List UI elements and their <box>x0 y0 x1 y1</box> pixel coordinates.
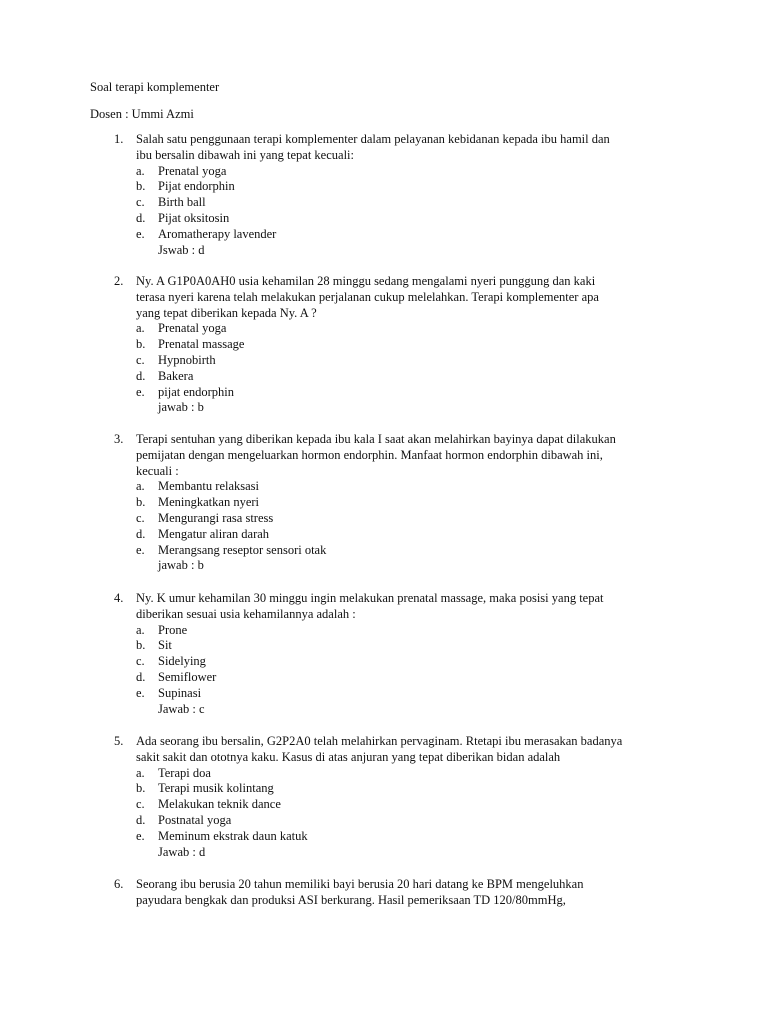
option-e <box>136 385 696 401</box>
option-letter: a. <box>136 622 145 637</box>
option-text: Merangsang reseptor sensori otak <box>158 542 327 557</box>
question-body <box>136 877 696 909</box>
question-body <box>136 432 696 574</box>
question-body <box>136 591 696 717</box>
option-b <box>136 337 696 353</box>
question-text-line: Terapi sentuhan yang diberikan kepada ibu kala I saat akan melahirkan bayinya dapat dilakukan <box>136 432 616 446</box>
question-text-line: Ny. A G1P0A0AH0 usia kehamilan 28 minggu sedang mengalami nyeri punggung dan kaki <box>136 274 596 288</box>
option-text: Mengatur aliran darah <box>158 526 270 541</box>
option-letter: d. <box>136 669 146 684</box>
question-text-line: terasa nyeri karena telah melakukan perjalanan cukup melelahkan. Terapi komplementer apa <box>136 289 599 304</box>
option-text: Mengurangi rasa stress <box>158 510 274 525</box>
option-b <box>136 179 696 195</box>
option-a <box>136 623 696 639</box>
option-a <box>136 321 696 337</box>
option-letter: c. <box>136 654 145 669</box>
option-text: Postnatal yoga <box>158 812 232 827</box>
option-d <box>136 211 696 227</box>
question-text-line: Seorang ibu berusia 20 tahun memiliki bayi berusia 20 hari datang ke BPM mengeluhkan <box>136 877 584 891</box>
option-text: Prenatal yoga <box>158 321 227 336</box>
option-e <box>136 227 696 243</box>
lecturer-line: Dosen : Ummi Azmi <box>90 107 194 121</box>
option-letter: a. <box>136 765 145 780</box>
option-text: Prone <box>158 622 188 637</box>
question-body <box>136 274 696 416</box>
option-c <box>136 797 696 813</box>
option-letter: d. <box>136 812 146 827</box>
option-text: Melakukan teknik dance <box>158 797 281 812</box>
question-text-line: ibu bersalin dibawah ini yang tepat kecuali: <box>136 147 354 162</box>
option-c <box>136 511 696 527</box>
question-text-line: kecuali : <box>136 463 179 478</box>
question-text-line: sakit sakit dan ototnya kaku. Kasus di atas anjuran yang tepat diberikan bidan adalah <box>136 749 561 764</box>
option-letter: b. <box>136 337 146 352</box>
option-letter: e. <box>136 685 145 700</box>
option-text: Sidelying <box>158 654 206 669</box>
option-d <box>136 670 696 686</box>
option-text: Birth ball <box>158 195 206 210</box>
option-text: Semiflower <box>158 669 217 684</box>
option-letter: b. <box>136 179 146 194</box>
question-number: 3. <box>114 432 124 446</box>
option-letter: a. <box>136 163 145 178</box>
option-letter: b. <box>136 638 146 653</box>
answer-key: Jawab : d <box>158 844 206 859</box>
question-number: 6. <box>114 877 124 891</box>
option-b <box>136 638 696 654</box>
option-c <box>136 654 696 670</box>
option-e <box>136 686 696 702</box>
document-title: Soal terapi komplementer <box>90 80 220 94</box>
option-text: Aromatherapy lavender <box>158 226 277 241</box>
option-letter: d. <box>136 210 146 225</box>
option-text: Meminum ekstrak daun katuk <box>158 828 308 843</box>
option-c <box>136 353 696 369</box>
question-text-line: Ny. K umur kehamilan 30 minggu ingin melakukan prenatal massage, maka posisi yang tepat <box>136 591 604 605</box>
option-a <box>136 164 696 180</box>
option-letter: d. <box>136 368 146 383</box>
option-letter: d. <box>136 526 146 541</box>
option-letter: c. <box>136 195 145 210</box>
option-text: Pijat endorphin <box>158 179 235 194</box>
question-number: 1. <box>114 132 124 146</box>
answer-key: Jawab : c <box>158 701 205 716</box>
question-number: 4. <box>114 591 124 605</box>
option-letter: c. <box>136 510 145 525</box>
option-letter: e. <box>136 384 145 399</box>
question-text-line: diberikan sesuai usia kehamilannya adalah : <box>136 606 356 621</box>
option-letter: c. <box>136 797 145 812</box>
option-letter: a. <box>136 321 145 336</box>
option-text: Bakera <box>158 368 194 383</box>
option-text: Sit <box>158 638 172 653</box>
option-letter: a. <box>136 479 145 494</box>
option-e <box>136 829 696 845</box>
option-e <box>136 543 696 559</box>
option-text: Prenatal yoga <box>158 163 227 178</box>
option-text: Meningkatkan nyeri <box>158 495 260 510</box>
option-a <box>136 766 696 782</box>
option-letter: b. <box>136 781 146 796</box>
option-letter: c. <box>136 352 145 367</box>
option-d <box>136 527 696 543</box>
question-text-line: pemijatan dengan mengeluarkan hormon endorphin. Manfaat hormon endorphin dibawah ini, <box>136 447 603 462</box>
option-text: pijat endorphin <box>158 384 235 399</box>
option-a <box>136 479 696 495</box>
option-text: Pijat oksitosin <box>158 210 230 225</box>
question-body <box>136 734 696 860</box>
option-b <box>136 495 696 511</box>
option-d <box>136 813 696 829</box>
question-number: 2. <box>114 274 124 288</box>
option-letter: e. <box>136 226 145 241</box>
option-text: Terapi musik kolintang <box>158 781 274 796</box>
question-text-line: Salah satu penggunaan terapi komplementer dalam pelayanan kebidanan kepada ibu hamil dan <box>136 132 610 146</box>
option-text: Hypnobirth <box>158 352 216 367</box>
option-letter: e. <box>136 828 145 843</box>
option-c <box>136 195 696 211</box>
question-number: 5. <box>114 734 124 748</box>
option-text: Supinasi <box>158 685 202 700</box>
question-text-line: yang tepat diberikan kepada Ny. A ? <box>136 305 317 320</box>
answer-key: jawab : b <box>158 400 204 415</box>
option-text: Terapi doa <box>158 765 211 780</box>
option-letter: b. <box>136 495 146 510</box>
option-text: Prenatal massage <box>158 337 245 352</box>
option-b <box>136 781 696 797</box>
question-text-line: payudara bengkak dan produksi ASI berkurang. Hasil pemeriksaan TD 120/80mmHg, <box>136 892 566 907</box>
answer-key: Jswab : d <box>158 242 205 257</box>
option-letter: e. <box>136 542 145 557</box>
option-d <box>136 369 696 385</box>
option-text: Membantu relaksasi <box>158 479 260 494</box>
question-body <box>136 132 696 258</box>
question-text-line: Ada seorang ibu bersalin, G2P2A0 telah melahirkan pervaginam. Rtetapi ibu merasakan badanya <box>136 734 623 748</box>
answer-key: jawab : b <box>158 558 204 573</box>
